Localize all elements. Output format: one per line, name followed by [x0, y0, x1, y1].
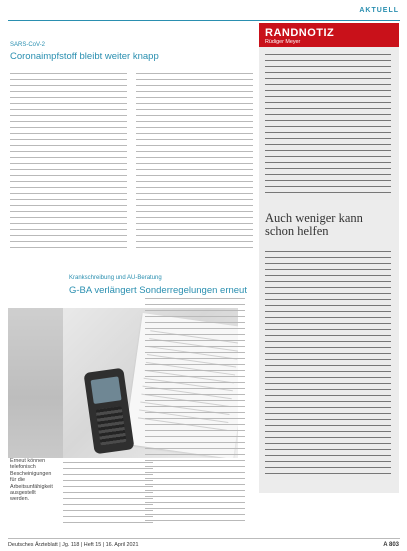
section-label: AKTUELL — [359, 7, 399, 14]
sidebar — [259, 23, 399, 493]
sidebar-headline: Auch weniger kann schon helfen — [265, 211, 363, 238]
phone-keypad — [96, 406, 127, 445]
article1-headline: Coronaimpfstoff bleibt weiter knapp — [10, 51, 159, 62]
article2-photo-left — [8, 308, 63, 458]
sidebar-body-top — [265, 54, 393, 204]
sidebar-body-bottom — [265, 251, 393, 481]
top-rule — [8, 20, 400, 21]
article1-kicker: SARS-CoV-2 — [10, 42, 46, 48]
randnotiz-author: Rüdiger Meyer — [265, 39, 301, 45]
footer-journal: Deutsches Ärzteblatt | Jg. 118 | Heft 15 | 16. April 2021 — [8, 542, 139, 548]
page-number: A 803 — [383, 542, 399, 548]
mobile-phone — [83, 368, 134, 455]
article2-body-lower — [63, 462, 243, 532]
phone-screen — [91, 376, 122, 404]
article2-kicker: Krankschreibung und AU-Beratung — [69, 275, 162, 281]
photo-caption: Erneut können telefonisch Bescheinigungen für die Arbeitsunfähigkeit ausgestellt werden. — [10, 458, 53, 503]
article1-body — [10, 73, 260, 253]
article2-headline: G-BA verlängert Sonderregelungen erneut — [69, 285, 247, 296]
randnotiz-header — [259, 23, 399, 47]
footer-rule — [8, 538, 400, 539]
randnotiz-title: RANDNOTIZ — [265, 27, 335, 39]
